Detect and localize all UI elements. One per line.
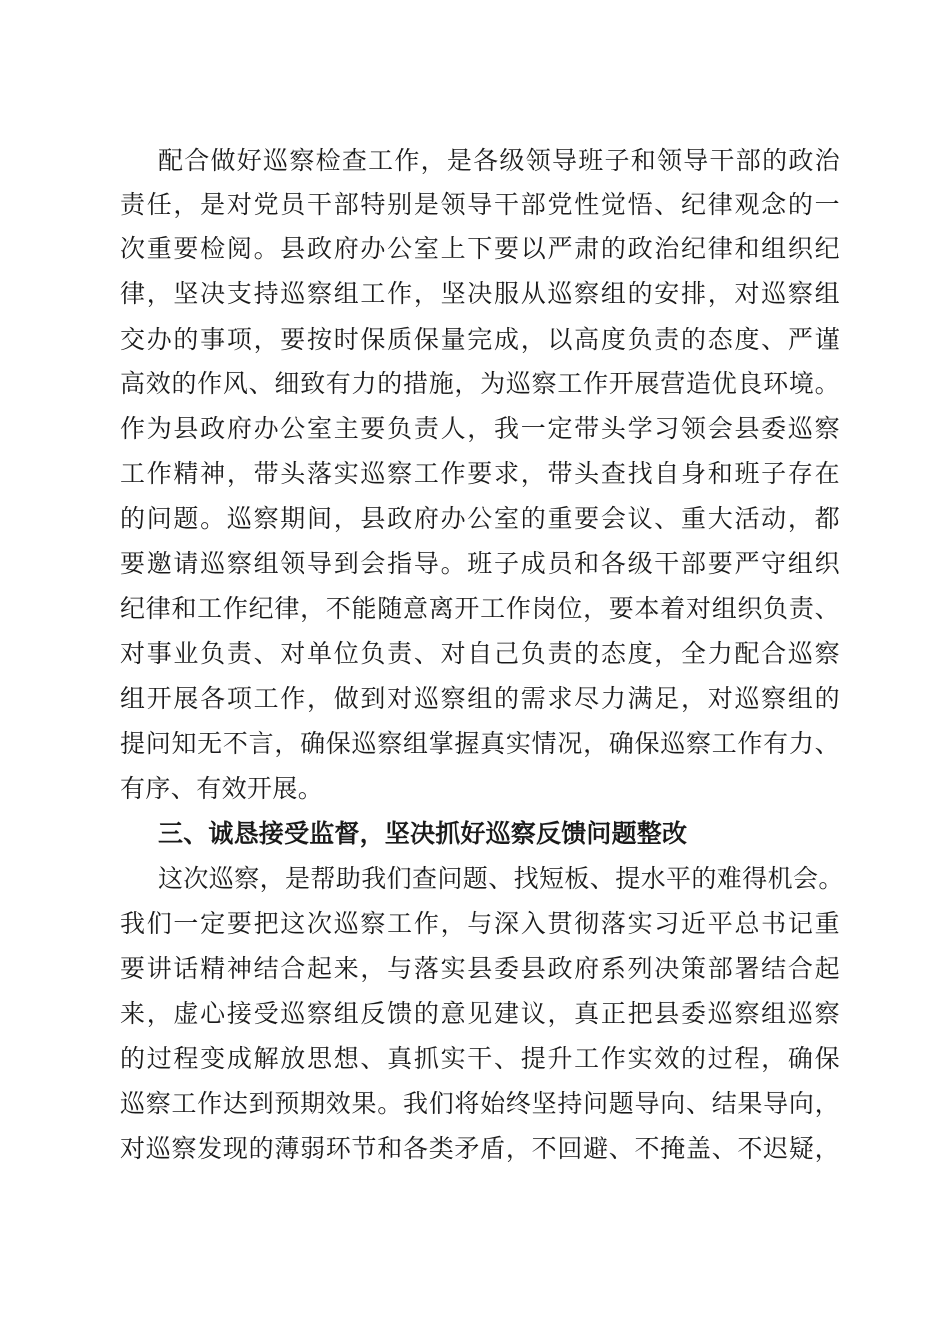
paragraph-2-line: 巡察工作达到预期效果。我们将始终坚持问题导向、结果导向， (120, 1089, 840, 1118)
paragraph-2-line: 的过程变成解放思想、真抓实干、提升工作实效的过程，确保 (120, 1044, 840, 1073)
paragraph-1-line: 的问题。巡察期间，县政府办公室的重要会议、重大活动，都 (120, 504, 840, 533)
paragraph-1-line: 高效的作风、细致有力的措施，为巡察工作开展营造优良环境。 (120, 369, 840, 398)
paragraph-1-line: 律，坚决支持巡察组工作，坚决服从巡察组的安排，对巡察组 (120, 279, 840, 308)
paragraph-2-line: 对巡察发现的薄弱环节和各类矛盾，不回避、不掩盖、不迟疑， (120, 1134, 840, 1163)
paragraph-1-line: 交办的事项，要按时保质保量完成，以高度负责的态度、严谨 (120, 325, 840, 354)
paragraph-1-line: 有序、有效开展。 (120, 774, 324, 803)
paragraph-1-line: 作为县政府办公室主要负责人，我一定带头学习领会县委巡察 (120, 414, 840, 443)
paragraph-1-line: 组开展各项工作，做到对巡察组的需求尽力满足，对巡察组的 (120, 684, 840, 713)
paragraph-2-line: 这次巡察，是帮助我们查问题、找短板、提水平的难得机会。 (158, 864, 844, 893)
paragraph-1-line: 要邀请巡察组领导到会指导。班子成员和各级干部要严守组织 (120, 549, 840, 578)
paragraph-1-line: 次重要检阅。县政府办公室上下要以严肃的政治纪律和组织纪 (120, 234, 840, 263)
paragraph-2-line: 来，虚心接受巡察组反馈的意见建议，真正把县委巡察组巡察 (120, 999, 840, 1028)
paragraph-1-line: 工作精神，带头落实巡察工作要求，带头查找自身和班子存在 (120, 459, 840, 488)
paragraph-1-line: 纪律和工作纪律，不能随意离开工作岗位，要本着对组织负责、 (120, 594, 840, 623)
paragraph-2-line: 要讲话精神结合起来，与落实县委县政府系列决策部署结合起 (120, 954, 840, 983)
paragraph-1-line: 配合做好巡察检查工作，是各级领导班子和领导干部的政治 (158, 146, 840, 175)
paragraph-1-line: 对事业负责、对单位负责、对自己负责的态度，全力配合巡察 (120, 639, 840, 668)
paragraph-1-line: 责任，是对党员干部特别是领导干部党性觉悟、纪律观念的一 (120, 190, 840, 219)
paragraph-1-line: 提问知无不言，确保巡察组掌握真实情况，确保巡察工作有力、 (120, 729, 840, 758)
section-heading: 三、诚恳接受监督，坚决抓好巡察反馈问题整改 (158, 819, 688, 848)
paragraph-2-line: 我们一定要把这次巡察工作，与深入贯彻落实习近平总书记重 (120, 909, 840, 938)
